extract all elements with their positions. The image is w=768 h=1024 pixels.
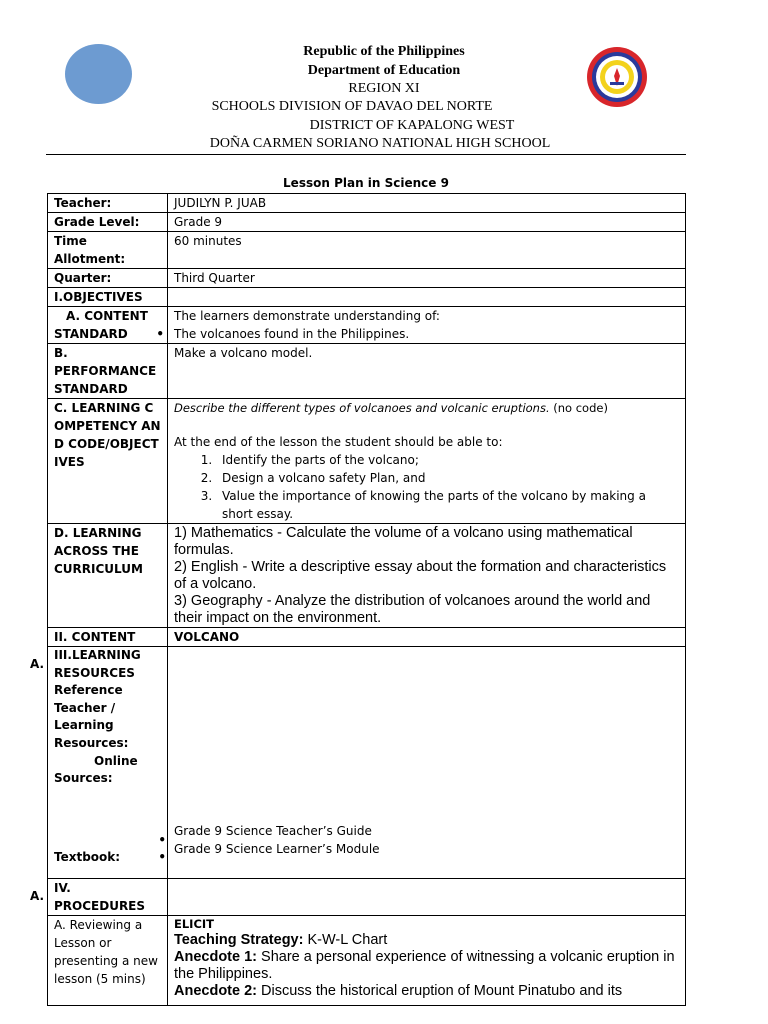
elicit-label: ELICIT <box>174 917 215 931</box>
textbook-teacher-guide: Grade 9 Science Teacher’s Guide <box>174 824 372 838</box>
competency-label: C. LEARNING COMPETENCY AND CODE/OBJECTIVES <box>48 399 168 524</box>
objective-item: 3. Value the importance of knowing the parts of the volcano by making a short essay. <box>216 487 679 523</box>
teacher-label: Teacher: <box>48 194 168 213</box>
resources-teacher: Teacher / Learning Resources: <box>54 700 129 750</box>
row-grade <box>48 213 686 232</box>
content-standard-label-1: A. CONTENT <box>66 309 148 323</box>
row-objectives <box>48 288 686 307</box>
row-content <box>48 628 686 647</box>
anecdote2-label: Anecdote 2: <box>174 983 257 999</box>
across-item: 3) Geography - Analyze the distribution of volcanoes around the world and their impact on the environment. <box>174 593 651 626</box>
header-school: DOÑA CARMEN SORIANO NATIONAL HIGH SCHOOL <box>209 136 551 151</box>
header-district: DISTRICT OF KAPALONG WEST <box>309 118 515 133</box>
bullet-icon: • <box>156 327 164 341</box>
anecdote2-text: Discuss the historical eruption of Mount Pinatubo and its <box>257 983 623 999</box>
header-department: Department of Education <box>307 63 461 78</box>
competency-intro: At the end of the lesson the student should be able to: <box>174 435 503 449</box>
row-content-standard <box>48 307 686 344</box>
time-label: Time Allotment: <box>48 232 168 269</box>
content-label: II. CONTENT <box>48 628 168 647</box>
row-procedures <box>48 879 686 916</box>
content-standard-label-2: STANDARD <box>54 327 128 341</box>
header-region: REGION XI <box>348 81 420 96</box>
resources-textbook: Textbook: <box>54 850 121 865</box>
row-performance-standard <box>48 344 686 399</box>
across-item: 1) Mathematics - Calculate the volume of a volcano using mathematical formulas. <box>174 525 633 558</box>
time-value: 60 minutes <box>168 232 686 269</box>
resources-online: Online <box>94 753 138 768</box>
row-teacher <box>48 194 686 213</box>
content-standard-line-2: The volcanoes found in the Philippines. <box>174 327 410 341</box>
row-quarter <box>48 269 686 288</box>
anecdote1-text: Share a personal experience of witnessing a volcanic eruption in the Philippines. <box>174 949 675 982</box>
resources-reference: Reference <box>54 683 123 698</box>
page-title: Lesson Plan in Science 9 <box>283 176 449 190</box>
reviewing-label: A. Reviewing a Lesson or presenting a new lesson (5 mins) <box>48 916 168 1006</box>
resources-label: III.LEARNING RESOURCES <box>54 648 141 680</box>
bullet-icon: • <box>158 850 166 865</box>
anecdote1-label: Anecdote 1: <box>174 949 257 965</box>
procedures-label: IV. PROCEDURES <box>48 879 168 916</box>
row-resources <box>48 647 686 879</box>
performance-label: B. PERFORMANCE STANDARD <box>48 344 168 399</box>
row-reviewing <box>48 916 686 1006</box>
across-label: D. LEARNING ACROSS THE CURRICULUM <box>48 524 168 628</box>
across-item: 2) English - Write a descriptive essay about the formation and characteristics of a volcano. <box>174 559 667 592</box>
procedures-side-letter: A. <box>30 889 45 903</box>
competency-code: (no code) <box>549 401 608 415</box>
quarter-value: Third Quarter <box>168 269 686 288</box>
textbook-learner-module: Grade 9 Science Learner’s Module <box>174 841 380 856</box>
content-standard-line-1: The learners demonstrate understanding of: <box>174 309 440 323</box>
row-time <box>48 232 686 269</box>
objective-list <box>174 451 679 523</box>
header-republic: Republic of the Philippines <box>303 44 465 59</box>
resources-sources: Sources: <box>54 771 113 786</box>
row-competency <box>48 399 686 524</box>
objectives-heading: I.OBJECTIVES <box>48 288 168 307</box>
objective-item: 2. Design a volcano safety Plan, and <box>216 469 679 487</box>
grade-value: Grade 9 <box>168 213 686 232</box>
row-across-curriculum <box>48 524 686 628</box>
lesson-plan-table <box>47 193 686 1006</box>
header-divider <box>46 154 686 155</box>
objective-item: 1. Identify the parts of the volcano; <box>216 451 679 469</box>
grade-label: Grade Level: <box>48 213 168 232</box>
strategy-value: K-W-L Chart <box>303 932 388 948</box>
header-division: SCHOOLS DIVISION OF DAVAO DEL NORTE <box>211 99 493 114</box>
bullet-icon: • <box>158 832 166 847</box>
quarter-label: Quarter: <box>48 269 168 288</box>
strategy-label: Teaching Strategy: <box>174 932 304 948</box>
teacher-value: JUDILYN P. JUAB <box>168 194 686 213</box>
performance-value: Make a volcano model. <box>168 344 686 399</box>
content-value: VOLCANO <box>168 628 686 647</box>
competency-text: Describe the different types of volcanoes and volcanic eruptions. <box>174 401 550 415</box>
resources-side-letter: A. <box>30 657 45 671</box>
